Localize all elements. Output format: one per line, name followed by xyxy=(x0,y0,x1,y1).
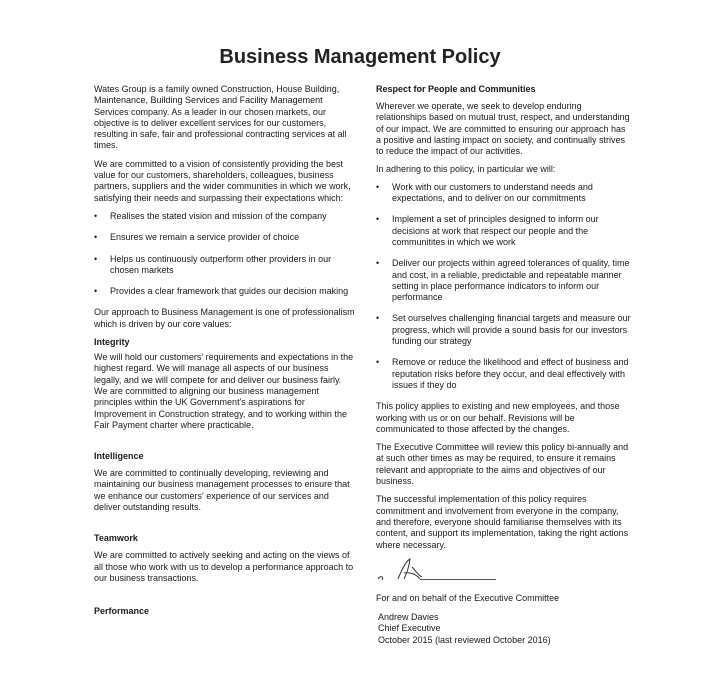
implementation-paragraph: The successful implementation of this policy requires commitment and involvement from everyone in the company, and therefore, everyone should familiarise themselves with its content, and support its implementation, taking the right actions where necessary. xyxy=(376,494,629,550)
list-item: • Deliver our projects within agreed tolerances of quality, time and cost, in a reliable, predictable and repeatable manner setting in place performance indicators to inform our performance xyxy=(376,258,630,303)
bullet-icon: • xyxy=(376,214,380,225)
signature-line xyxy=(420,579,496,580)
respect-heading: Respect for People and Communities xyxy=(376,84,536,94)
list-item: • Remove or reduce the likelihood and effect of business and reputation risks before they occur, and deal effectively with issues if they do xyxy=(376,357,629,390)
adhering-text: In adhering to this policy, in particular we will: xyxy=(376,164,556,175)
signer-title: Chief Executive xyxy=(378,623,441,634)
bullet-icon: • xyxy=(376,313,380,324)
signature xyxy=(376,555,632,587)
bullet-icon: • xyxy=(94,232,98,243)
bullet-icon: • xyxy=(94,253,98,264)
intelligence-text: We are committed to continually developing, reviewing and maintaining our business management processes to ensure that we enhance our customers' experience of our services and deliver outstanding results. xyxy=(94,468,350,513)
list-item: • Helps us continuously outperform other providers in our chosen markets xyxy=(94,253,332,275)
signer-name: Andrew Davies xyxy=(378,612,439,623)
signer-date: October 2015 (last reviewed October 2016) xyxy=(378,634,551,645)
page-title: Business Management Policy xyxy=(219,46,501,68)
review-paragraph: The Executive Committee will review this policy bi-annually and at such other times as may be required, to ensure it remains relevant and appropriate to the aims and objectives of our business. xyxy=(376,442,629,487)
applies-paragraph: This policy applies to existing and new employees, and those working with us or on our behalf. Revisions will be communicated to those affected by the changes. xyxy=(376,401,620,434)
list-item: • Implement a set of principles designed to inform our decisions at work that respect our people and the communitites in which we work xyxy=(376,214,599,247)
signer-details xyxy=(378,612,632,646)
intelligence-heading: Intelligence xyxy=(94,451,144,462)
left-column xyxy=(94,84,356,621)
bullet-icon: • xyxy=(376,258,380,269)
bullet-icon: • xyxy=(376,357,380,368)
bullet-icon: • xyxy=(94,286,98,297)
approach-paragraph: Our approach to Business Management is one of professionalism which is driven by our core values: xyxy=(94,307,355,329)
commitments-list xyxy=(376,182,632,391)
vision-paragraph: We are committed to a vision of consistently providing the best value for our customers, shareholders, colleagues, business partners, suppliers and the wider communities in which we work, satisfying their needs and surpassing their expectations which: xyxy=(94,158,351,203)
performance-heading: Performance xyxy=(94,606,150,617)
list-item: • Realises the stated vision and mission of the company xyxy=(94,210,327,221)
teamwork-text: We are committed to actively seeking and acting on the views of all those who work with us to develop a performance approach to our business transactions. xyxy=(94,550,354,583)
integrity-text: We will hold our customers' requirements and expectations in the highest regard. We will manage all aspects of our business legally, and we will compete for and deliver our business fairly. We are committed to aligning our business management principles within the UK Government's aspirations for Improvement in Construction strategy, and to working within the Fair Payment charter where practicable. xyxy=(94,352,354,430)
signature-caption: For and on behalf of the Executive Committee xyxy=(376,592,560,603)
list-item: • Work with our customers to understand needs and expectations, and to deliver on our commitments xyxy=(376,181,593,204)
list-item: • Set ourselves challenging financial targets and measure our progress, which will provide a sound basis for our investors funding our strategy xyxy=(376,313,631,347)
respect-text: Wherever we operate, we seek to develop enduring relationships based on mutual trust, respect, and understanding of our impact. We are committed to ensuring our approach has a positive and lasting impact on society, and continually strives to reduce the impact of our activities. xyxy=(376,101,630,157)
right-column xyxy=(376,84,632,646)
list-item: • Provides a clear framework that guides our decision making xyxy=(94,286,349,297)
integrity-heading: Integrity xyxy=(94,337,130,348)
intro-paragraph: Wates Group is a family owned Construction, House Building, Maintenance, Building Services and Facility Management Services company. As a leader in our chosen markets, our objective is to deliver excellent services for our customers, resulting in safe, fair and professional contracting services at all times. xyxy=(94,84,347,151)
vision-list xyxy=(94,211,356,297)
bullet-icon: • xyxy=(94,210,98,221)
list-item: • Ensures we remain a service provider of choice xyxy=(94,232,300,243)
bullet-icon: • xyxy=(376,181,380,192)
teamwork-heading: Teamwork xyxy=(94,533,138,544)
